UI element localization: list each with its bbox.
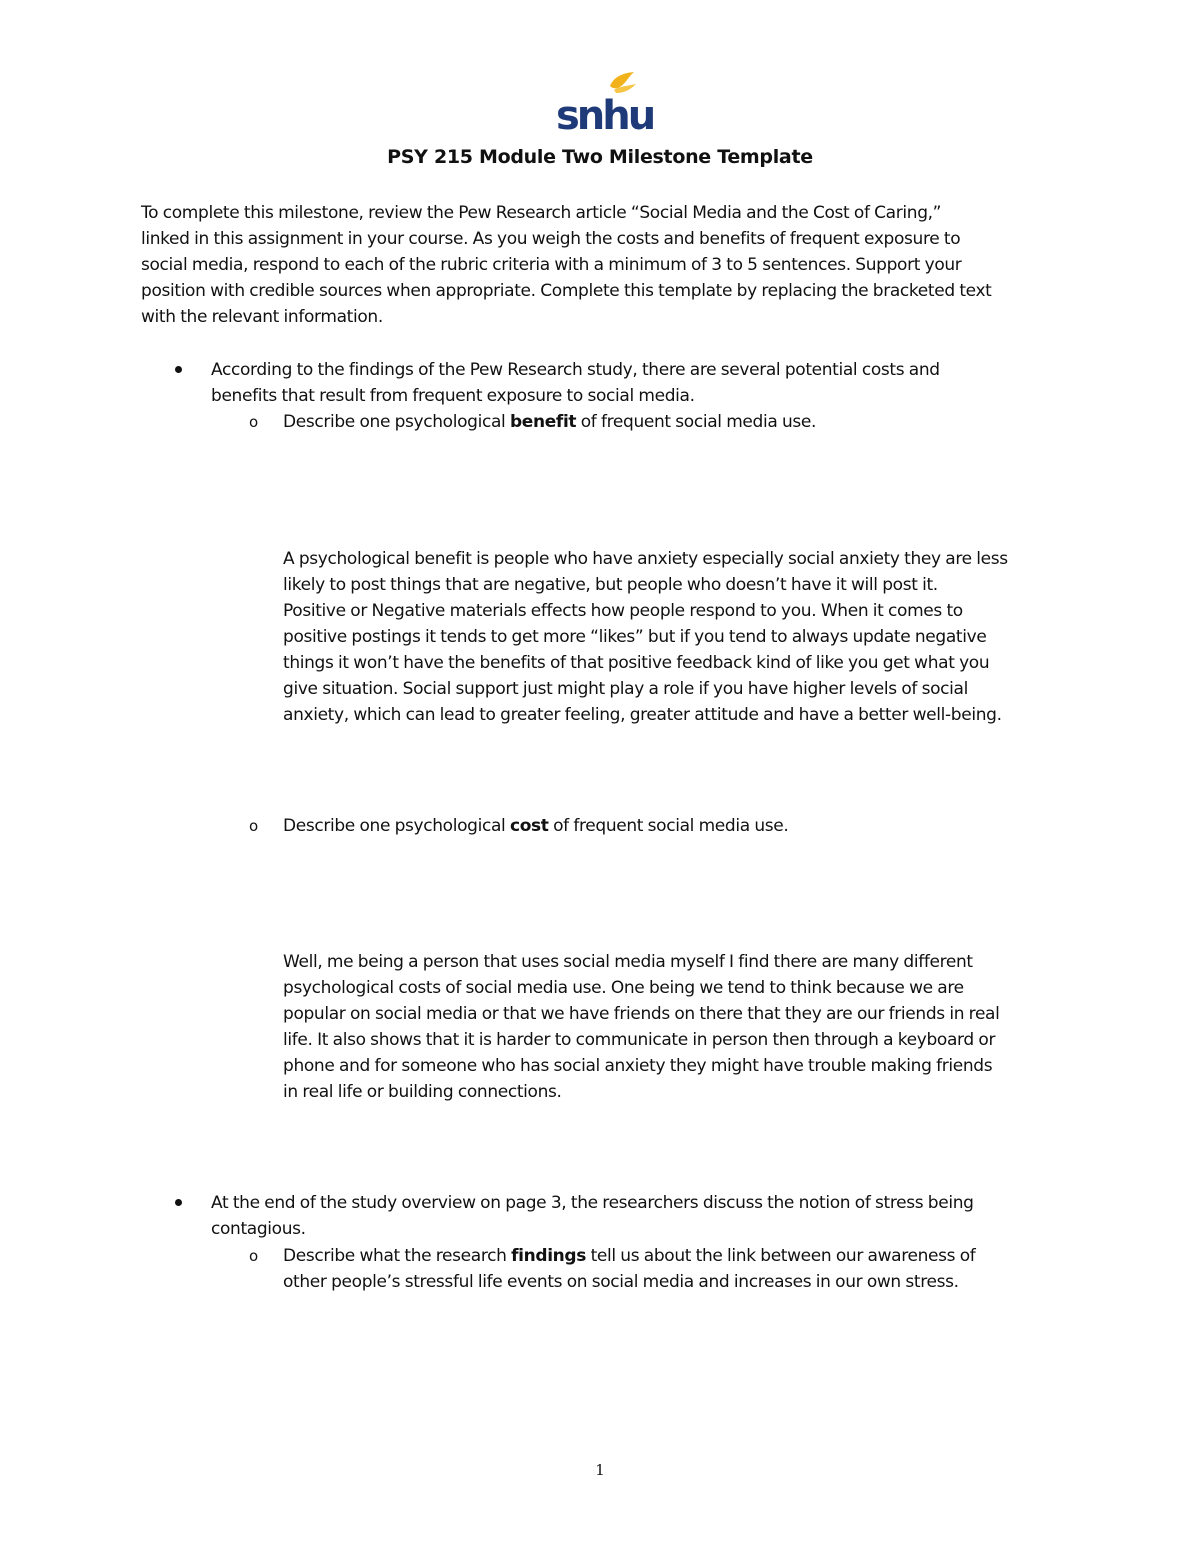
prompt-line <box>283 1243 975 1269</box>
bullet-line: According to the findings of the Pew Research study, there are several potential costs and <box>211 360 940 380</box>
bullet-item-stress-contagious <box>211 1190 974 1242</box>
answer-line: psychological costs of social media use. One being we tend to think because we are <box>283 978 964 998</box>
answer-line: Well, me being a person that uses social media myself I find there are many different <box>283 952 973 972</box>
prompt-line: other people’s stressful life events on social media and increases in our own stress. <box>283 1272 959 1292</box>
prompt-text: of frequent social media use. <box>548 816 789 836</box>
bullet-line: contagious. <box>211 1219 306 1239</box>
instructions-line: social media, respond to each of the rubric criteria with a minimum of 3 to 5 sentences. Support your <box>141 255 962 275</box>
answer-psychological-cost <box>283 949 1000 1105</box>
answer-line: anxiety, which can lead to greater feeling, greater attitude and have a better well-being. <box>283 705 1002 725</box>
instructions-line: with the relevant information. <box>141 307 383 327</box>
snhu-logo <box>552 72 654 139</box>
answer-line: Positive or Negative materials effects how people respond to you. When it comes to <box>283 601 963 621</box>
answer-line: popular on social media or that we have friends on there that they are our friends in real <box>283 1004 1000 1024</box>
bullet-line: benefits that result from frequent exposure to social media. <box>211 386 695 406</box>
answer-psychological-benefit <box>283 546 1008 728</box>
prompt-bold-keyword: benefit <box>509 412 577 432</box>
sub-bullet-marker: o <box>249 1247 259 1265</box>
prompt-text: Describe what the research <box>283 1246 512 1266</box>
prompt-psychological-benefit <box>283 409 816 435</box>
answer-line: life. It also shows that it is harder to communicate in person then through a keyboard or <box>283 1030 996 1050</box>
sub-bullet-marker: o <box>249 817 259 835</box>
prompt-line <box>283 813 788 839</box>
prompt-text: tell us about the link between our awareness of <box>586 1246 976 1266</box>
instructions-line: linked in this assignment in your course. As you weigh the costs and benefits of frequent exposure to <box>141 229 961 249</box>
answer-line: A psychological benefit is people who have anxiety especially social anxiety they are less <box>283 549 1008 569</box>
bullet-line: At the end of the study overview on page 3, the researchers discuss the notion of stress being <box>211 1193 974 1213</box>
answer-line: positive postings it tends to get more “likes” but if you tend to always update negative <box>283 627 987 647</box>
answer-line: things it won’t have the benefits of that positive feedback kind of like you get what you <box>283 653 990 673</box>
page-number: 1 <box>595 1461 605 1479</box>
sub-bullet-marker: o <box>249 413 259 431</box>
answer-line: in real life or building connections. <box>283 1082 562 1102</box>
svg-text:snhu: snhu <box>556 93 654 139</box>
prompt-bold-keyword: findings <box>511 1246 587 1266</box>
prompt-line <box>283 409 816 435</box>
instructions-line: To complete this milestone, review the Pew Research article “Social Media and the Cost of Caring,” <box>141 203 942 223</box>
prompt-bold-keyword: cost <box>509 816 549 836</box>
prompt-psychological-cost <box>283 813 788 839</box>
answer-line: likely to post things that are negative, but people who doesn’t have it will post it. <box>283 575 938 595</box>
instructions-paragraph <box>141 200 992 330</box>
bullet-item-costs-benefits <box>211 357 940 409</box>
answer-line: give situation. Social support just might play a role if you have higher levels of social <box>283 679 968 699</box>
prompt-research-findings <box>283 1243 975 1295</box>
prompt-text: Describe one psychological <box>283 412 510 432</box>
document-title: PSY 215 Module Two Milestone Template <box>387 146 813 168</box>
prompt-text: of frequent social media use. <box>576 412 817 432</box>
bullet-marker <box>175 366 182 373</box>
snhu-logo-graphic <box>552 72 654 139</box>
instructions-line: position with credible sources when appropriate. Complete this template by replacing the bracketed text <box>141 281 992 301</box>
prompt-text: Describe one psychological <box>283 816 510 836</box>
answer-line: phone and for someone who has social anxiety they might have trouble making friends <box>283 1056 993 1076</box>
bullet-marker <box>175 1199 182 1206</box>
